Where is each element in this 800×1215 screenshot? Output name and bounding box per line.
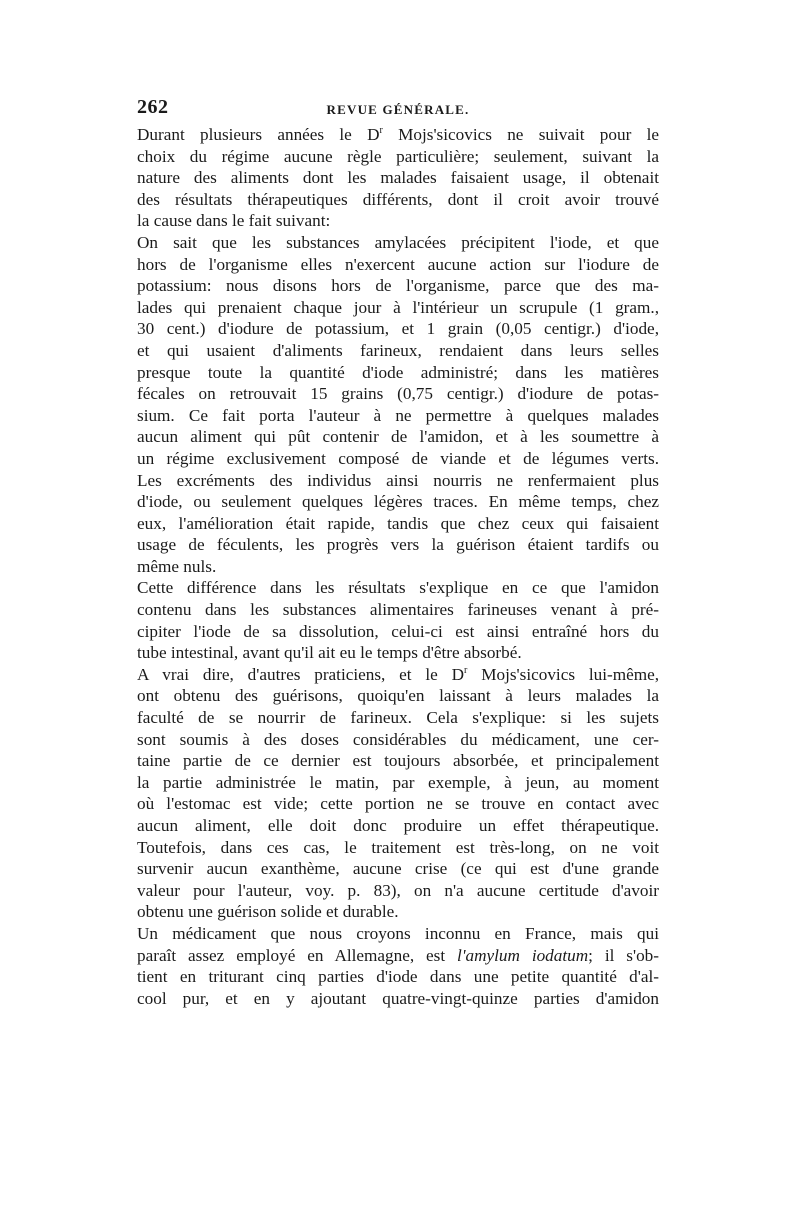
text-line: cool pur, et en y ajoutant quatre-vingt-quinze parties d'amidon — [137, 988, 659, 1008]
text-line: nature des aliments dont les malades faisaient usage, il obtenait — [137, 168, 659, 188]
text-line: même nuls. — [137, 556, 217, 576]
text-line: usage de féculents, les progrès vers la guérison étaient tardifs ou — [137, 535, 659, 555]
text-line: sont soumis à des doses considérables du médicament, une cer- — [137, 729, 659, 749]
text-line: aucun aliment, elle doit donc produire un effet thérapeutique. — [137, 816, 659, 835]
text-line: faculté de se nourrir de farineux. Cela s'explique: si les sujets — [137, 708, 659, 728]
running-title: REVUE GÉNÉRALE. — [326, 102, 470, 117]
paragraph-1 — [137, 124, 659, 232]
text-line: eux, l'amélioration était rapide, tandis que chez ceux qui faisaient — [137, 513, 659, 533]
text-line: Durant plusieurs années le $D^r$ Mojs'sicovics ne suivait pour le — [137, 125, 659, 144]
paragraph-2 — [137, 232, 659, 578]
text-line: tient en triturant cinq parties d'iode dans une petite quantité d'al- — [137, 967, 659, 987]
text-line: Cette différence dans les résultats s'explique en ce que l'amidon — [137, 578, 659, 598]
text-line: fécales on retrouvait 15 grains (0,75 centigr.) d'iodure de potas- — [137, 384, 659, 404]
text-line: lades qui prenaient chaque jour à l'intérieur un scrupule (1 gram., — [137, 297, 659, 317]
text-line: potassium: nous disons hors de l'organisme, parce que des ma- — [137, 276, 659, 296]
paragraph-5 — [137, 923, 659, 1009]
page-number: 262 — [137, 96, 169, 118]
text-line: un régime exclusivement composé de viande et de légumes verts. — [137, 448, 659, 468]
text-line: choix du régime aucune règle particulière; seulement, suivant la — [137, 146, 659, 166]
text-line: 30 cent.) d'iodure de potassium, et 1 grain (0,05 centigr.) d'iode, — [137, 319, 659, 339]
text-line: valeur pour l'auteur, voy. p. 83), on n'a aucune certitude d'avoir — [137, 880, 659, 900]
text-line: Les excréments des individus ainsi nourris ne renfermaient plus — [137, 470, 659, 490]
page-body — [137, 124, 659, 1009]
text-line: A vrai dire, d'autres praticiens, et le $D^r$ Mojs'sicovics lui-même, — [137, 664, 659, 684]
text-line: paraît assez employé en Allemagne, est l'amylum iodatum; il s'ob- — [137, 945, 659, 965]
text-line: ont obtenu des guérisons, quoiqu'en laissant à leurs malades la — [137, 686, 659, 706]
text-line: obtenu une guérison solide et durable. — [137, 902, 399, 922]
text-line: On sait que les substances amylacées précipitent l'iode, et que — [137, 232, 659, 252]
paragraph-3 — [137, 577, 659, 663]
text-line: taine partie de ce dernier est toujours absorbée, et principalement — [137, 751, 659, 771]
text-line: sium. Ce fait porta l'auteur à ne permettre à quelques malades — [137, 405, 659, 425]
text-line: tube intestinal, avant qu'il ait eu le temps d'être absorbé. — [137, 643, 522, 663]
text-line: des résultats thérapeutiques différents, dont il croit avoir trouvé — [137, 189, 659, 209]
text-line: survenir aucun exanthème, aucune crise (ce qui est d'une grande — [137, 859, 659, 879]
text-line: la cause dans le fait suivant: — [137, 211, 331, 231]
text-line: aucun aliment qui pût contenir de l'amidon, et à les soumettre à — [137, 427, 659, 447]
text-line: contenu dans les substances alimentaires farineuses venant à pré- — [137, 600, 659, 620]
paragraph-4 — [137, 664, 659, 923]
book-page — [137, 96, 659, 1009]
text-line: et qui usaient d'aliments farineux, rendaient dans leurs selles — [137, 340, 659, 360]
text-line: d'iode, ou seulement quelques légères traces. En même temps, chez — [137, 492, 659, 512]
text-line: presque toute la quantité d'iode administré; dans les matières — [137, 362, 659, 382]
text-line: la partie administrée le matin, par exemple, à jeun, au moment — [137, 772, 659, 792]
text-line: Un médicament que nous croyons inconnu en France, mais qui — [137, 923, 659, 943]
text-line: Toutefois, dans ces cas, le traitement est très-long, on ne voit — [137, 837, 659, 857]
page-header — [137, 96, 659, 124]
text-line: où l'estomac est vide; cette portion ne se trouve en contact avec — [137, 794, 659, 814]
text-line: hors de l'organisme elles n'exercent aucune action sur l'iodure de — [137, 254, 659, 274]
text-line: cipiter l'iode de sa dissolution, celui-ci est ainsi entraîné hors du — [137, 621, 659, 641]
